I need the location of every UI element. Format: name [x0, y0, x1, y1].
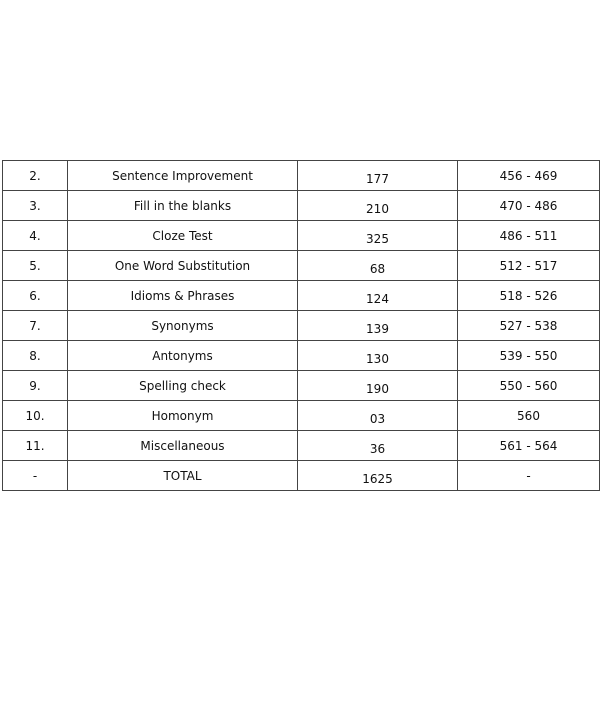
- page-range-cell: 456 - 469: [458, 161, 600, 191]
- serial-number-cell: 7.: [3, 311, 68, 341]
- table-row: [3, 371, 600, 401]
- topic-cell: One Word Substitution: [68, 251, 298, 281]
- page-range-cell: 512 - 517: [458, 251, 600, 281]
- serial-number-cell: 9.: [3, 371, 68, 401]
- page-range-cell: 539 - 550: [458, 341, 600, 371]
- question-count-cell: [298, 401, 458, 431]
- question-count: 03: [369, 411, 386, 426]
- topic-cell: Synonyms: [68, 311, 298, 341]
- question-count: 130: [366, 351, 389, 366]
- question-count: 210: [366, 201, 389, 216]
- topic-cell: Cloze Test: [68, 221, 298, 251]
- topic-cell: Fill in the blanks: [68, 191, 298, 221]
- topic-cell: Homonym: [68, 401, 298, 431]
- question-count-cell: [298, 281, 458, 311]
- question-count-cell: [298, 371, 458, 401]
- page-range-cell: 550 - 560: [458, 371, 600, 401]
- question-count-cell: [298, 251, 458, 281]
- serial-number-cell: 3.: [3, 191, 68, 221]
- table-row: [3, 221, 600, 251]
- topic-cell: Antonyms: [68, 341, 298, 371]
- table-row: [3, 311, 600, 341]
- question-count: 177: [366, 171, 389, 186]
- question-count-cell: [298, 221, 458, 251]
- topic-cell: Sentence Improvement: [68, 161, 298, 191]
- table-row: [3, 251, 600, 281]
- question-count: 124: [366, 291, 389, 306]
- serial-number-cell: 10.: [3, 401, 68, 431]
- total-count-cell: [298, 461, 458, 491]
- table-row: [3, 281, 600, 311]
- question-count: 68: [369, 261, 386, 276]
- table-row: [3, 401, 600, 431]
- question-count-cell: [298, 191, 458, 221]
- question-count-cell: [298, 161, 458, 191]
- page-range-cell: 518 - 526: [458, 281, 600, 311]
- serial-number-cell: 2.: [3, 161, 68, 191]
- serial-number-cell: 8.: [3, 341, 68, 371]
- topic-cell: Spelling check: [68, 371, 298, 401]
- serial-number-cell: 6.: [3, 281, 68, 311]
- serial-number-cell: 4.: [3, 221, 68, 251]
- topic-cell: Miscellaneous: [68, 431, 298, 461]
- table-row: [3, 431, 600, 461]
- question-count: 36: [369, 441, 386, 456]
- serial-number-cell: 5.: [3, 251, 68, 281]
- page-range-cell: 486 - 511: [458, 221, 600, 251]
- total-label-cell: TOTAL: [68, 461, 298, 491]
- table-row: [3, 341, 600, 371]
- page-range-cell: 561 - 564: [458, 431, 600, 461]
- page-range-cell: 560: [458, 401, 600, 431]
- question-count-cell: [298, 431, 458, 461]
- topic-cell: Idioms & Phrases: [68, 281, 298, 311]
- serial-number-cell: 11.: [3, 431, 68, 461]
- table-row: [3, 161, 600, 191]
- question-count: 190: [366, 381, 389, 396]
- page-range-cell: 470 - 486: [458, 191, 600, 221]
- serial-number-cell: -: [3, 461, 68, 491]
- total-row: [3, 461, 600, 491]
- question-count-cell: [298, 341, 458, 371]
- page-range-cell: -: [458, 461, 600, 491]
- question-count: 139: [366, 321, 389, 336]
- question-count: 325: [366, 231, 389, 246]
- total-count: 1625: [362, 471, 393, 486]
- contents-table: [2, 160, 600, 491]
- page-range-cell: 527 - 538: [458, 311, 600, 341]
- table-row: [3, 191, 600, 221]
- question-count-cell: [298, 311, 458, 341]
